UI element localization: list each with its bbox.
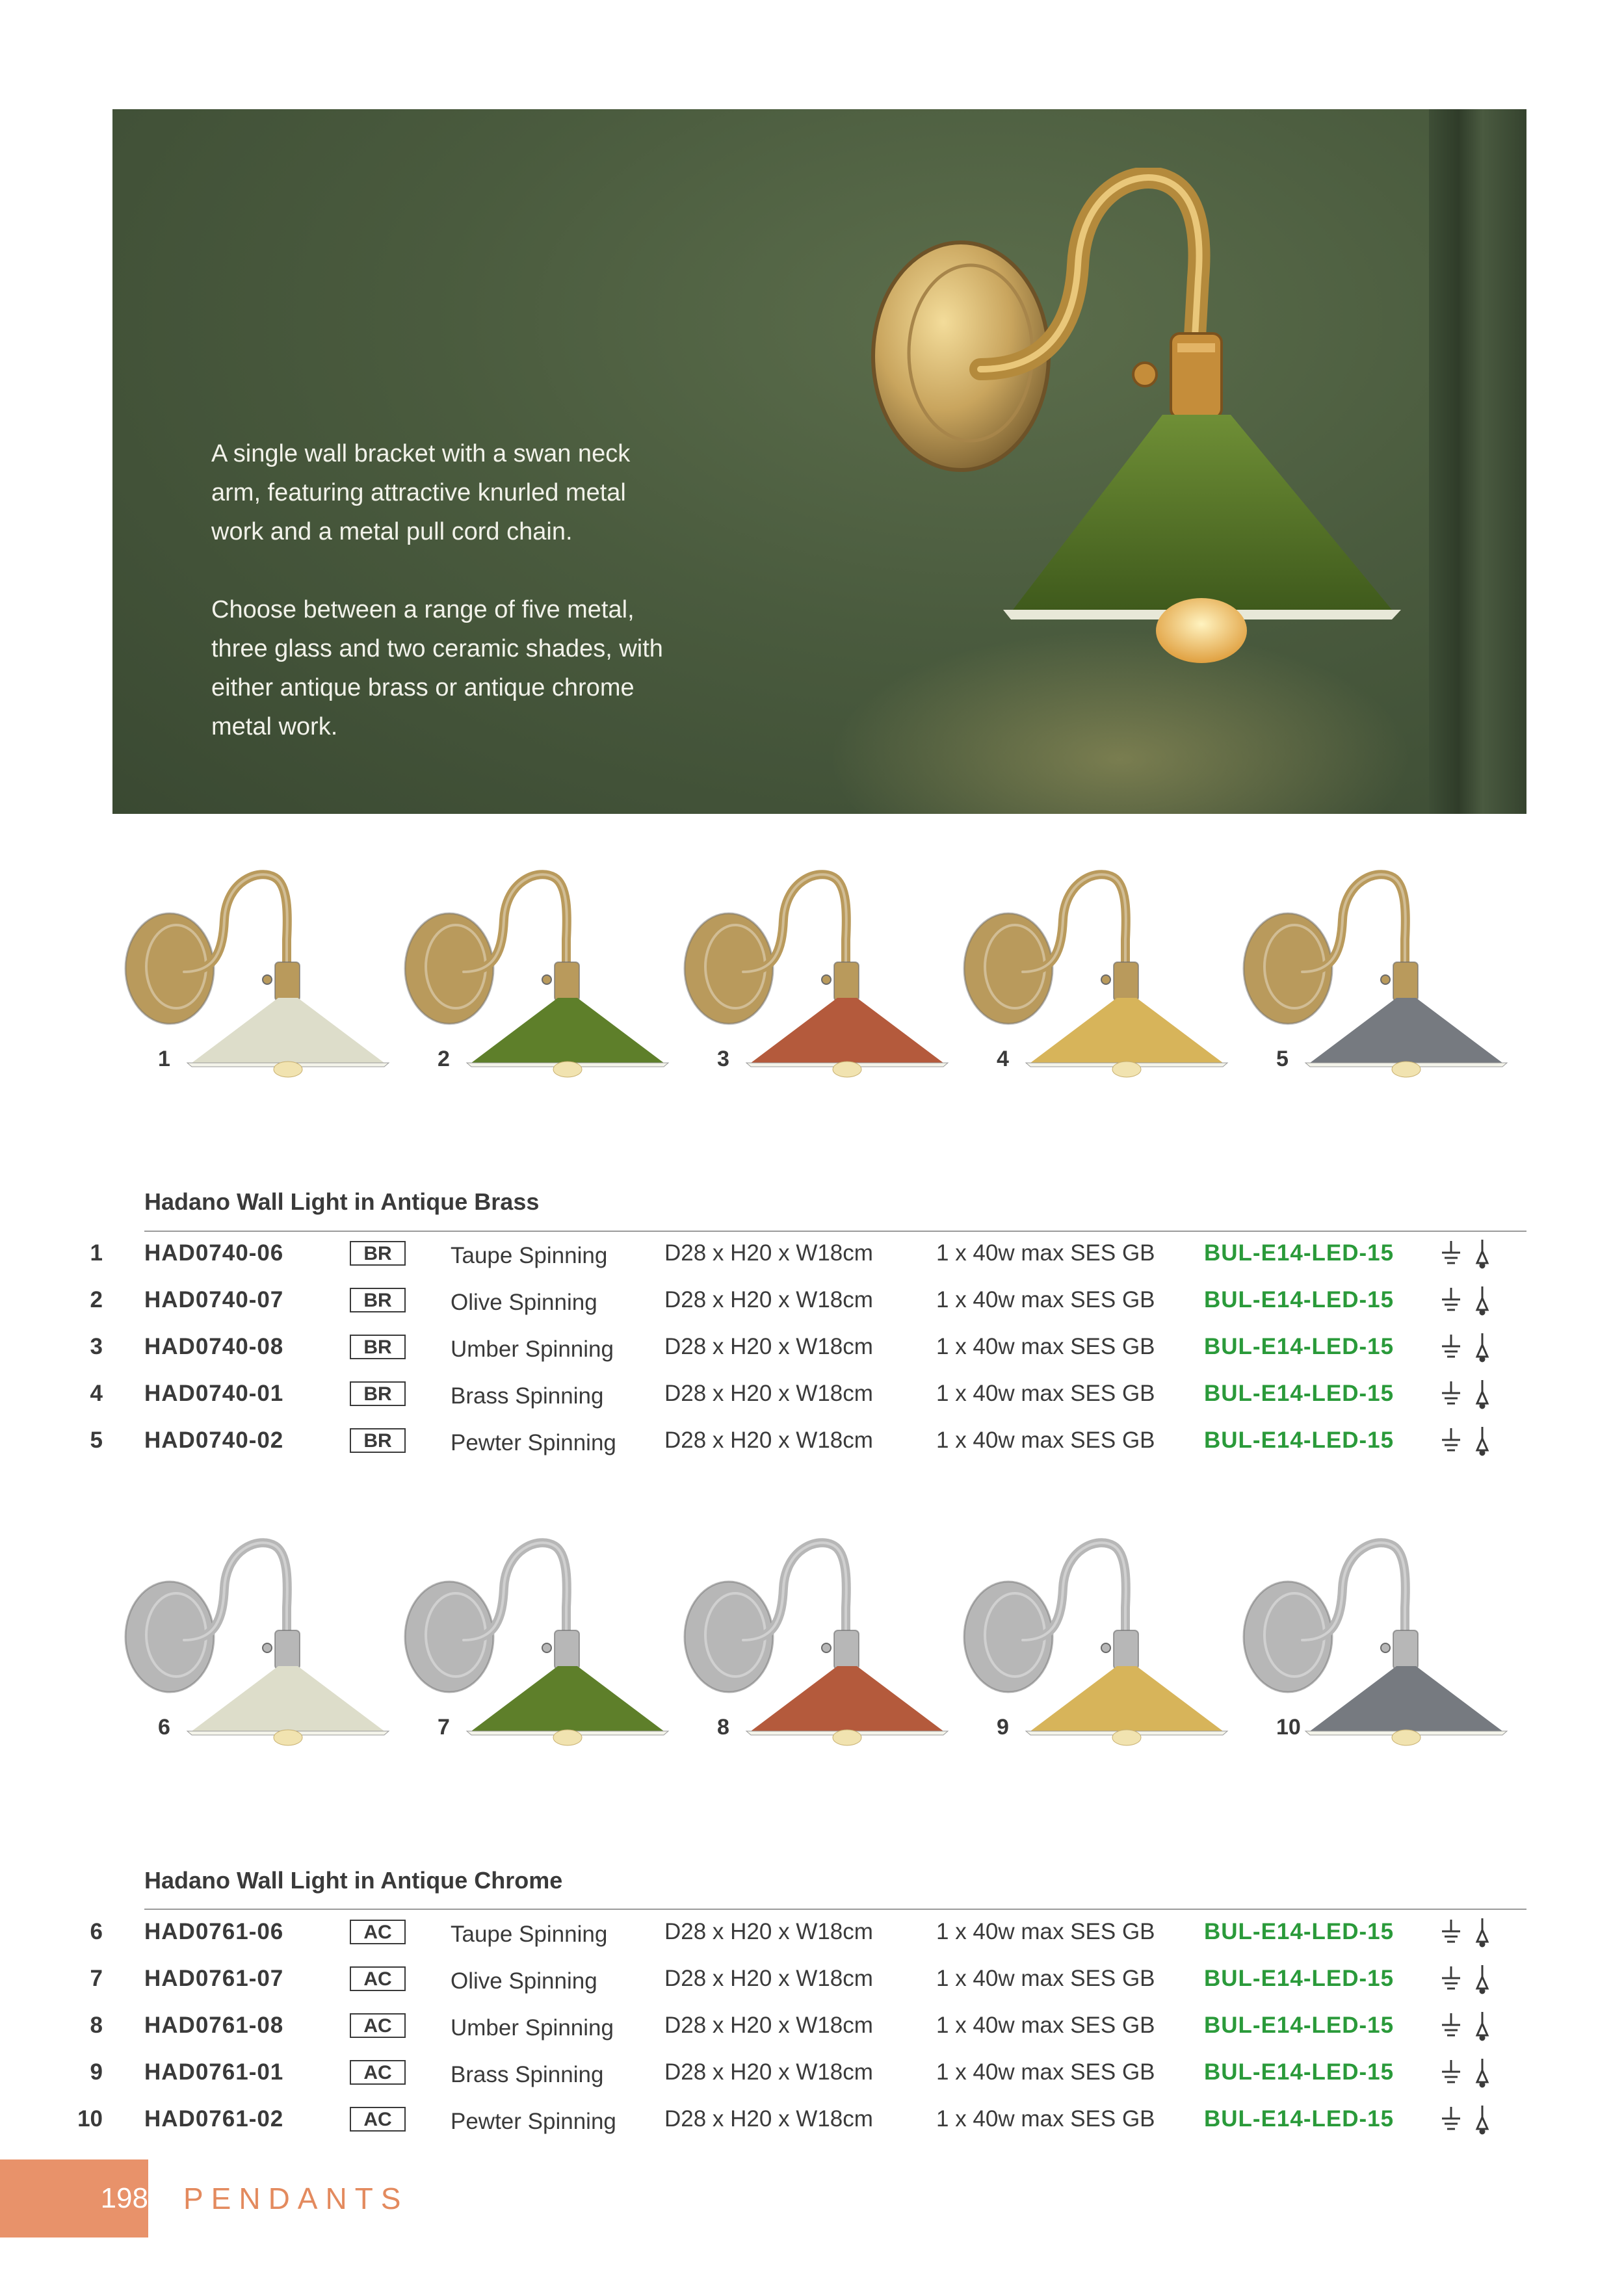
page-number: 198: [100, 2182, 148, 2214]
product-thumbnail: [672, 868, 951, 1082]
class-1-earth-icon: [1442, 1335, 1460, 1357]
spec-icons: [1438, 2009, 1500, 2042]
section-divider: [144, 1231, 1526, 1232]
row-number: 6: [90, 1919, 103, 1944]
dimensions: D28 x H20 x W18cm: [664, 1428, 873, 1453]
class-1-earth-icon: [1442, 1381, 1460, 1403]
product-code: HAD0761-06: [144, 1919, 284, 1944]
row-number: 9: [90, 2059, 103, 2085]
bulb-code: BUL-E14-LED-15: [1204, 2059, 1395, 2085]
dimensions: D28 x H20 x W18cm: [664, 1966, 873, 1991]
finish-badge: BR: [350, 1288, 406, 1312]
spec-icons: [1438, 2056, 1500, 2089]
wall-lamp-image: [112, 868, 392, 1082]
pull-cord-icon: [1477, 2059, 1487, 2087]
pull-cord-icon: [1477, 1965, 1487, 1993]
wattage: 1 x 40w max SES GB: [936, 1381, 1155, 1406]
shade-finish: Pewter Spinning: [451, 1430, 616, 1455]
bulb-code: BUL-E14-LED-15: [1204, 1287, 1395, 1312]
finish-badge: BR: [350, 1381, 406, 1406]
wattage: 1 x 40w max SES GB: [936, 1334, 1155, 1359]
row-number: 2: [90, 1287, 103, 1312]
table-row: [0, 2009, 1624, 2056]
wall-lamp-image: [672, 1536, 951, 1751]
product-thumbnail: [951, 1536, 1231, 1751]
bulb-code: BUL-E14-LED-15: [1204, 2106, 1395, 2132]
class-1-earth-icon: [1442, 1920, 1460, 1942]
thumbnail-number: 8: [717, 1715, 729, 1740]
wattage: 1 x 40w max SES GB: [936, 1240, 1155, 1266]
wall-lamp-image: [672, 868, 951, 1082]
hero-description: [211, 434, 679, 785]
table-row: [0, 2056, 1624, 2103]
product-code: HAD0761-07: [144, 1966, 284, 1991]
hero-paragraph-1: A single wall bracket with a swan neck arm, featuring attractive knurled metal work and a metal pull cord chain.: [211, 440, 631, 545]
product-thumbnail: [112, 868, 392, 1082]
thumbnail-number: 4: [997, 1047, 1009, 1071]
dimensions: D28 x H20 x W18cm: [664, 1287, 873, 1312]
product-thumbnail: [951, 868, 1231, 1082]
class-1-earth-icon: [1442, 2107, 1460, 2129]
pull-cord-icon: [1477, 1286, 1487, 1314]
row-number: 5: [90, 1428, 103, 1453]
product-code: HAD0740-07: [144, 1287, 284, 1312]
dimensions: D28 x H20 x W18cm: [664, 1919, 873, 1944]
table-row: [0, 1237, 1624, 1284]
pull-cord-icon: [1477, 1380, 1487, 1408]
dimensions: D28 x H20 x W18cm: [664, 2013, 873, 2038]
shade-finish: Taupe Spinning: [451, 1922, 608, 1947]
table-row: [0, 1963, 1624, 2009]
shade-finish: Olive Spinning: [451, 1968, 597, 1994]
spec-icons: [1438, 1963, 1500, 1995]
spec-icons: [1438, 1331, 1500, 1363]
finish-badge: AC: [350, 2107, 406, 2132]
wall-lamp-image: [1231, 1536, 1510, 1751]
bulb-code: BUL-E14-LED-15: [1204, 1428, 1395, 1453]
product-thumbnail: [672, 1536, 951, 1751]
row-number: 4: [90, 1381, 103, 1406]
finish-badge: AC: [350, 2060, 406, 2085]
shade-finish: Umber Spinning: [451, 2015, 614, 2041]
dimensions: D28 x H20 x W18cm: [664, 2106, 873, 2132]
wall-lamp-image: [392, 1536, 672, 1751]
finish-badge: BR: [350, 1428, 406, 1453]
product-thumbnail: [392, 1536, 672, 1751]
product-thumbnails-brass: [112, 868, 1526, 1082]
row-number: 7: [90, 1966, 103, 1991]
pull-cord-icon: [1477, 2106, 1487, 2133]
finish-badge: AC: [350, 1920, 406, 1944]
shade-finish: Olive Spinning: [451, 1290, 597, 1315]
shade-finish: Brass Spinning: [451, 1383, 604, 1409]
bulb-code: BUL-E14-LED-15: [1204, 1966, 1395, 1991]
product-code: HAD0761-08: [144, 2013, 284, 2038]
thumbnail-number: 10: [1276, 1715, 1301, 1740]
class-1-earth-icon: [1442, 1288, 1460, 1310]
product-code: HAD0740-01: [144, 1381, 284, 1406]
wattage: 1 x 40w max SES GB: [936, 2106, 1155, 2132]
spec-icons: [1438, 1916, 1500, 1948]
row-number: 10: [77, 2106, 103, 2132]
product-thumbnail: [392, 868, 672, 1082]
hero-wall-lamp-illustration: [860, 168, 1510, 814]
bulb-code: BUL-E14-LED-15: [1204, 1334, 1395, 1359]
shade-finish: Taupe Spinning: [451, 1243, 608, 1268]
pull-cord-icon: [1477, 1427, 1487, 1455]
class-1-earth-icon: [1442, 2060, 1460, 2082]
thumbnail-number: 3: [717, 1047, 729, 1071]
spec-icons: [1438, 1284, 1500, 1316]
product-code: HAD0740-06: [144, 1240, 284, 1266]
bulb-code: BUL-E14-LED-15: [1204, 1240, 1395, 1266]
row-number: 3: [90, 1334, 103, 1359]
finish-badge: AC: [350, 1966, 406, 1991]
product-thumbnail: [1231, 1536, 1510, 1751]
thumbnail-number: 6: [158, 1715, 170, 1740]
dimensions: D28 x H20 x W18cm: [664, 1381, 873, 1406]
table-row: [0, 1424, 1624, 1471]
thumbnail-number: 7: [438, 1715, 450, 1740]
pull-cord-icon: [1477, 1918, 1487, 1946]
class-1-earth-icon: [1442, 2013, 1460, 2035]
product-thumbnails-chrome: [112, 1536, 1526, 1751]
dimensions: D28 x H20 x W18cm: [664, 1334, 873, 1359]
wattage: 1 x 40w max SES GB: [936, 1428, 1155, 1453]
dimensions: D28 x H20 x W18cm: [664, 2059, 873, 2085]
product-code: HAD0761-01: [144, 2059, 284, 2085]
class-1-earth-icon: [1442, 1241, 1460, 1263]
footer-section-name: PENDANTS: [183, 2182, 409, 2215]
product-code: HAD0740-08: [144, 1334, 284, 1359]
dimensions: D28 x H20 x W18cm: [664, 1240, 873, 1266]
hero-paragraph-2: Choose between a range of five metal, three glass and two ceramic shades, with either antique brass or antique chrome metal work.: [211, 596, 663, 740]
product-code: HAD0761-02: [144, 2106, 284, 2132]
row-number: 1: [90, 1240, 103, 1266]
finish-badge: BR: [350, 1335, 406, 1359]
wattage: 1 x 40w max SES GB: [936, 2059, 1155, 2085]
spec-icons: [1438, 1377, 1500, 1410]
wall-lamp-image: [112, 1536, 392, 1751]
wattage: 1 x 40w max SES GB: [936, 1919, 1155, 1944]
pull-cord-icon: [1477, 2012, 1487, 2040]
thumbnail-number: 1: [158, 1047, 170, 1071]
table-row: [0, 1377, 1624, 1424]
spec-icons: [1438, 2103, 1500, 2135]
thumbnail-number: 2: [438, 1047, 450, 1071]
thumbnail-number: 5: [1276, 1047, 1289, 1071]
finish-badge: AC: [350, 2013, 406, 2038]
wall-lamp-image: [951, 868, 1231, 1082]
pull-cord-icon: [1477, 1333, 1487, 1361]
wall-lamp-image: [1231, 868, 1510, 1082]
shade-finish: Umber Spinning: [451, 1337, 614, 1362]
spec-icons: [1438, 1237, 1500, 1270]
section-title-brass: Hadano Wall Light in Antique Brass: [144, 1188, 540, 1215]
thumbnail-number: 9: [997, 1715, 1009, 1740]
wattage: 1 x 40w max SES GB: [936, 1966, 1155, 1991]
table-row: [0, 1331, 1624, 1377]
wall-lamp-image: [392, 868, 672, 1082]
hero-image: [112, 109, 1526, 814]
table-row: [0, 1284, 1624, 1331]
table-row: [0, 1916, 1624, 1963]
wall-lamp-image: [951, 1536, 1231, 1751]
pull-cord-icon: [1477, 1240, 1487, 1268]
bulb-code: BUL-E14-LED-15: [1204, 1919, 1395, 1944]
product-thumbnail: [112, 1536, 392, 1751]
table-row: [0, 2103, 1624, 2150]
section-title-chrome: Hadano Wall Light in Antique Chrome: [144, 1867, 563, 1894]
product-thumbnail: [1231, 868, 1510, 1082]
section-divider: [144, 1909, 1526, 1910]
wattage: 1 x 40w max SES GB: [936, 2013, 1155, 2038]
shade-finish: Brass Spinning: [451, 2062, 604, 2087]
spec-icons: [1438, 1424, 1500, 1457]
row-number: 8: [90, 2013, 103, 2038]
class-1-earth-icon: [1442, 1966, 1460, 1989]
class-1-earth-icon: [1442, 1428, 1460, 1450]
wattage: 1 x 40w max SES GB: [936, 1287, 1155, 1312]
bulb-code: BUL-E14-LED-15: [1204, 2013, 1395, 2038]
bulb-code: BUL-E14-LED-15: [1204, 1381, 1395, 1406]
product-code: HAD0740-02: [144, 1428, 284, 1453]
finish-badge: BR: [350, 1241, 406, 1266]
shade-finish: Pewter Spinning: [451, 2109, 616, 2134]
